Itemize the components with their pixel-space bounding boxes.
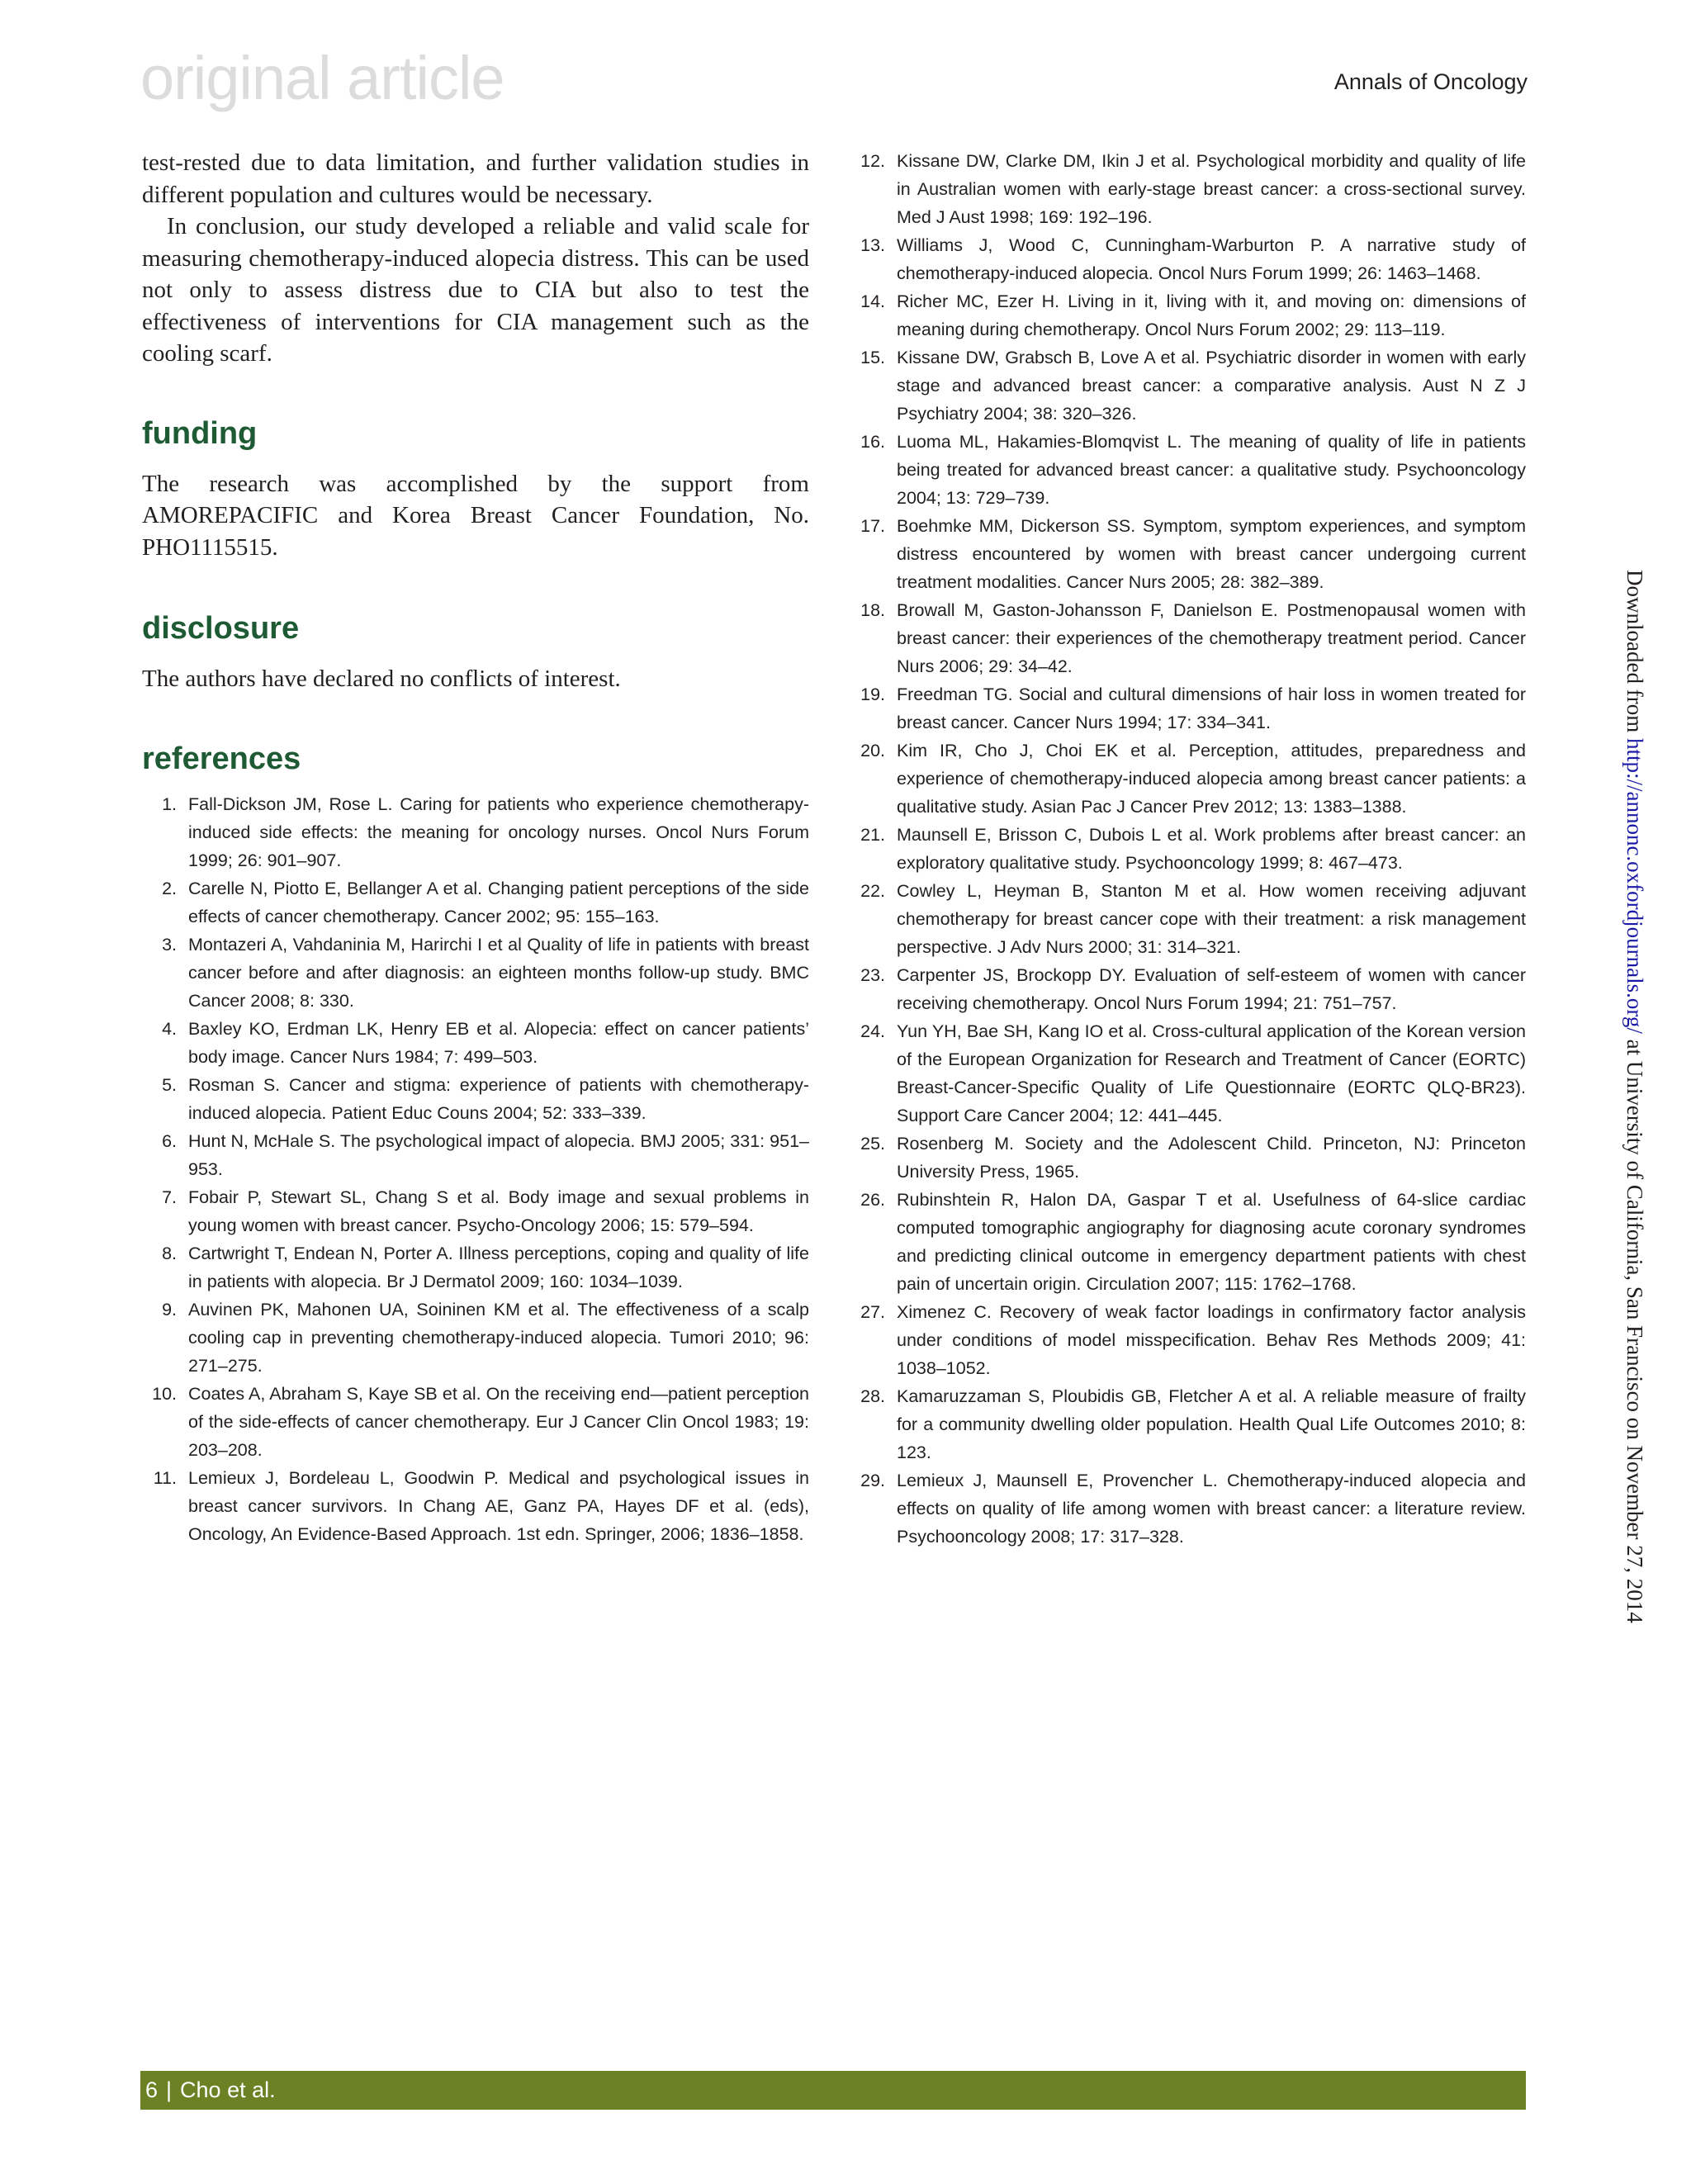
reference-number: 8. [162,1243,177,1263]
footer-authors: Cho et al. [180,2077,276,2102]
reference-item [850,1017,1526,1130]
reference-item [850,877,1526,961]
reference-text: Kamaruzzaman S, Ploubidis GB, Fletcher A et al. A reliable measure of frailty for a community dwelling older population. Health Qual Life Outcomes 2010; 8: 123. [897,1386,1526,1462]
reference-text: Rosman S. Cancer and stigma: experience of patients with chemotherapy-induced alopecia. Patient Educ Couns 2004; 52: 333–339. [188,1074,809,1123]
reference-text: Kissane DW, Grabsch B, Love A et al. Psychiatric disorder in women with early stage and advanced breast cancer: a comparative analysis. Aust N Z J Psychiatry 2004; 38: 320–326. [897,348,1526,424]
reference-text: Fobair P, Stewart SL, Chang S et al. Body image and sexual problems in young women with breast cancer. Psycho-Oncology 2006; 15: 579–594. [188,1187,809,1235]
reference-item [142,1071,809,1127]
reference-item [142,1015,809,1071]
reference-number: 1. [162,794,177,814]
reference-number: 14. [860,291,885,311]
reference-text: Richer MC, Ezer H. Living in it, living with it, and moving on: dimensions of meaning during chemotherapy. Oncol Nurs Forum 2002; 29: 113–119. [897,291,1526,339]
reference-text: Browall M, Gaston-Johansson F, Danielson E. Postmenopausal women with breast cancer: their experiences of the chemotherapy treatment period. Cancer Nurs 2006; 29: 34–42. [897,600,1526,676]
funding-heading: funding [142,415,258,451]
body-paragraph-1: test-rested due to data limitation, and further validation studies in different population and cultures would be necessary. [142,149,809,208]
disclosure-heading: disclosure [142,611,300,646]
disclosure-text: The authors have declared no conflicts of interest. [142,666,621,692]
reference-item [850,512,1526,596]
reference-number: 9. [162,1299,177,1319]
reference-number: 21. [860,825,885,845]
reference-text: Ximenez C. Recovery of weak factor loadings in confirmatory factor analysis under conditions of model misspecification. Behav Res Methods 2009; 41: 1038–1052. [897,1302,1526,1378]
reference-item [850,680,1526,737]
reference-item [850,343,1526,428]
reference-number: 6. [162,1130,177,1151]
reference-item [850,1186,1526,1298]
reference-number: 3. [162,934,177,955]
reference-text: Cartwright T, Endean N, Porter A. Illness perceptions, coping and quality of life in patients with alopecia. Br J Dermatol 2009; 160: 1034–1039. [188,1243,809,1291]
reference-item [850,147,1526,231]
reference-number: 12. [860,151,885,171]
download-stamp-prefix: Downloaded from [1622,570,1647,738]
reference-item [850,821,1526,877]
reference-text: Kim IR, Cho J, Choi EK et al. Perception, attitudes, preparedness and experience of chemotherapy-induced alopecia among breast cancer patients: a qualitative study. Asian Pac J Cancer Prev 2012; 13: 1383–1388. [897,741,1526,817]
reference-item [850,231,1526,287]
reference-item [850,1130,1526,1186]
reference-text: Freedman TG. Social and cultural dimensions of hair loss in women treated for breast cancer. Cancer Nurs 1994; 17: 334–341. [897,685,1526,732]
reference-item [142,1380,809,1464]
footer-bar [140,2071,1526,2110]
reference-number: 28. [860,1386,885,1406]
page-number: 6 [145,2077,159,2102]
references-heading: references [142,741,301,776]
reference-text: Auvinen PK, Mahonen UA, Soininen KM et al. The effectiveness of a scalp cooling cap in preventing chemotherapy-induced alopecia. Tumori 2010; 96: 271–275. [188,1299,809,1376]
reference-number: 19. [860,685,885,704]
reference-number: 17. [860,516,885,536]
reference-item [142,1127,809,1183]
reference-list-left [142,790,809,1548]
reference-number: 18. [860,600,885,620]
reference-item [850,961,1526,1017]
reference-text: Coates A, Abraham S, Kaye SB et al. On the receiving end—patient perception of the side-effects of cancer chemotherapy. Eur J Cancer Clin Oncol 1983; 19: 203–208. [188,1383,809,1460]
reference-text: Rubinshtein R, Halon DA, Gaspar T et al. Usefulness of 64-slice cardiac computed tomographic angiography for diagnosing acute coronary syndromes and predicting clinical outcome in emergency department patients with chest pain of uncertain origin. Circulation 2007; 115: 1762–1768. [897,1190,1526,1294]
reference-number: 25. [860,1134,885,1154]
reference-item [142,1464,809,1548]
footer-separator: | [166,2077,173,2102]
reference-number: 4. [162,1018,177,1039]
reference-number: 24. [860,1021,885,1041]
reference-item [850,428,1526,512]
reference-text: Cowley L, Heyman B, Stanton M et al. How women receiving adjuvant chemotherapy for breast cancer cope with their treatment: a risk management perspective. J Adv Nurs 2000; 31: 314–321. [897,881,1526,957]
reference-text: Williams J, Wood C, Cunningham-Warburton P. A narrative study of chemotherapy-induced alopecia. Oncol Nurs Forum 1999; 26: 1463–1468. [897,235,1526,283]
journal-site-link[interactable]: http://annonc.oxfordjournals.org/ [1622,737,1647,1034]
reference-text: Lemieux J, Bordeleau L, Goodwin P. Medical and psychological issues in breast cancer survivors. In Chang AE, Ganz PA, Hayes DF et al. (eds), Oncology, An Evidence-Based Approach. 1st edn. Springer, 2006; 1836–1858. [188,1467,809,1544]
reference-text: Boehmke MM, Dickerson SS. Symptom, symptom experiences, and symptom distress encountered by women with breast cancer undergoing current treatment modalities. Cancer Nurs 2005; 28: 382–389. [897,516,1526,592]
reference-item [850,287,1526,343]
reference-number: 16. [860,432,885,452]
funding-text: The research was accomplished by the support from AMOREPACIFIC and Korea Breast Cancer Foundation, No. PHO1115515. [142,470,809,561]
reference-number: 10. [152,1383,177,1404]
reference-item [142,931,809,1015]
reference-item [142,1296,809,1380]
reference-text: Yun YH, Bae SH, Kang IO et al. Cross-cultural application of the Korean version of the European Organization for Research and Treatment of Cancer (EORTC) Breast-Cancer-Specific Quality of Life Questionnaire (EORTC QLQ-BR23). Support Care Cancer 2004; 12: 441–445. [897,1021,1526,1125]
reference-number: 22. [860,881,885,901]
reference-text: Rosenberg M. Society and the Adolescent Child. Princeton, NJ: Princeton University Press, 1965. [897,1134,1526,1182]
reference-item [850,1298,1526,1382]
reference-number: 13. [860,235,885,255]
reference-number: 27. [860,1302,885,1322]
journal-name: Annals of Oncology [1333,69,1528,94]
reference-item [142,1239,809,1296]
reference-text: Maunsell E, Brisson C, Dubois L et al. Work problems after breast cancer: an exploratory qualitative study. Psychooncology 1999; 8: 467–473. [897,825,1526,873]
body-paragraph-2: In conclusion, our study developed a reliable and valid scale for measuring chemotherapy-induced alopecia distress. This can be used not only to assess distress due to CIA but also to test the effectiveness of interventions for CIA management such as the cooling scarf. [142,213,809,367]
reference-number: 7. [162,1187,177,1207]
download-stamp-suffix: at University of California, San Francisco on November 27, 2014 [1622,1033,1647,1623]
reference-text: Carelle N, Piotto E, Bellanger A et al. Changing patient perceptions of the side effects of cancer chemotherapy. Cancer 2002; 95: 155–163. [188,878,809,926]
reference-item [850,1382,1526,1466]
running-title: original article [140,44,504,112]
reference-item [850,737,1526,821]
reference-item [142,790,809,874]
reference-number: 15. [860,348,885,367]
reference-item [850,1466,1526,1551]
reference-number: 11. [153,1467,177,1488]
reference-text: Lemieux J, Maunsell E, Provencher L. Chemotherapy-induced alopecia and effects on quality of life among women with breast cancer: a literature review. Psychooncology 2008; 17: 317–328. [897,1471,1526,1547]
reference-text: Fall-Dickson JM, Rose L. Caring for patients who experience chemotherapy-induced side effects: the meaning for oncology nurses. Oncol Nurs Forum 1999; 26: 901–907. [188,794,809,870]
reference-text: Montazeri A, Vahdaninia M, Harirchi I et al Quality of life in patients with breast cancer before and after diagnosis: an eighteen months follow-up study. BMC Cancer 2008; 8: 330. [188,934,809,1011]
download-stamp [1622,570,1647,1623]
reference-item [850,596,1526,680]
reference-list-right [850,147,1526,1551]
reference-text: Carpenter JS, Brockopp DY. Evaluation of self-esteem of women with cancer receiving chemotherapy. Oncol Nurs Forum 1994; 21: 751–757. [897,965,1526,1013]
reference-number: 5. [162,1074,177,1095]
reference-text: Baxley KO, Erdman LK, Henry EB et al. Alopecia: effect on cancer patients’ body image. Cancer Nurs 1984; 7: 499–503. [188,1018,809,1067]
reference-item [142,874,809,931]
reference-item [142,1183,809,1239]
reference-number: 2. [162,878,177,898]
reference-text: Luoma ML, Hakamies-Blomqvist L. The meaning of quality of life in patients being treated for advanced breast cancer: a qualitative study. Psychooncology 2004; 13: 729–739. [897,432,1526,508]
left-column [142,147,809,1548]
reference-text: Kissane DW, Clarke DM, Ikin J et al. Psychological morbidity and quality of life in Australian women with early-stage breast cancer: a cross-sectional survey. Med J Aust 1998; 169: 192–196. [897,151,1526,227]
reference-number: 26. [860,1190,885,1210]
reference-number: 20. [860,741,885,760]
right-column [850,147,1526,1551]
reference-text: Hunt N, McHale S. The psychological impact of alopecia. BMJ 2005; 331: 951–953. [188,1130,809,1179]
reference-number: 29. [860,1471,885,1490]
reference-number: 23. [860,965,885,985]
